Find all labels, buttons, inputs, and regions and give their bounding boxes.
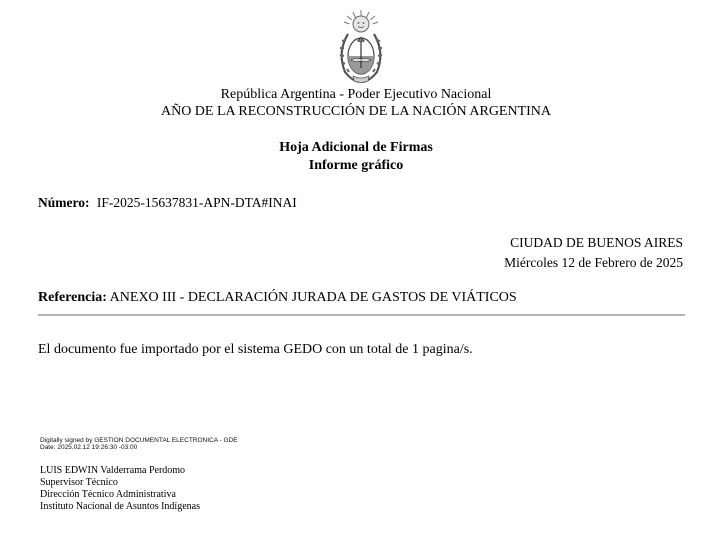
national-coat-of-arms-icon bbox=[335, 10, 387, 86]
signer-name: LUIS EDWIN Valderrama Perdomo bbox=[40, 465, 186, 476]
signer-role: Supervisor Técnico bbox=[40, 477, 118, 488]
document-title: Hoja Adicional de Firmas bbox=[279, 140, 433, 155]
body-text: El documento fue importado por el sistema GEDO con un total de 1 pagina/s. bbox=[38, 342, 473, 357]
reference-value: ANEXO III - DECLARACIÓN JURADA DE GASTOS DE VIÁTICOS bbox=[109, 290, 517, 305]
document-number-value: IF-2025-15637831-APN-DTA#INAI bbox=[96, 195, 297, 210]
header-government-line: República Argentina - Poder Ejecutivo Nacional bbox=[220, 87, 492, 102]
divider bbox=[38, 314, 685, 316]
signer-department: Dirección Técnico Administrativa bbox=[40, 489, 176, 500]
document-number bbox=[38, 195, 297, 211]
header-year-motto: AÑO DE LA RECONSTRUCCIÓN DE LA NACIÓN ARGENTINA bbox=[160, 104, 552, 119]
reference-label: Referencia: bbox=[38, 290, 107, 305]
document-subtitle: Informe gráfico bbox=[308, 158, 404, 173]
signer-institution: Instituto Nacional de Asuntos Indígenas bbox=[40, 501, 200, 512]
digital-signature-stamp bbox=[40, 437, 238, 451]
document-number-label: Número: bbox=[38, 195, 90, 210]
reference bbox=[38, 290, 517, 306]
digital-signature-signed-by: Digitally signed by GESTION DOCUMENTAL ELECTRONICA - GDE bbox=[40, 437, 238, 444]
document-date: Miércoles 12 de Febrero de 2025 bbox=[504, 255, 683, 270]
signer-block bbox=[40, 465, 200, 513]
city: CIUDAD DE BUENOS AIRES bbox=[510, 235, 683, 250]
digital-signature-date: Date: 2025.02.12 19:26:30 -03:00 bbox=[40, 444, 138, 451]
